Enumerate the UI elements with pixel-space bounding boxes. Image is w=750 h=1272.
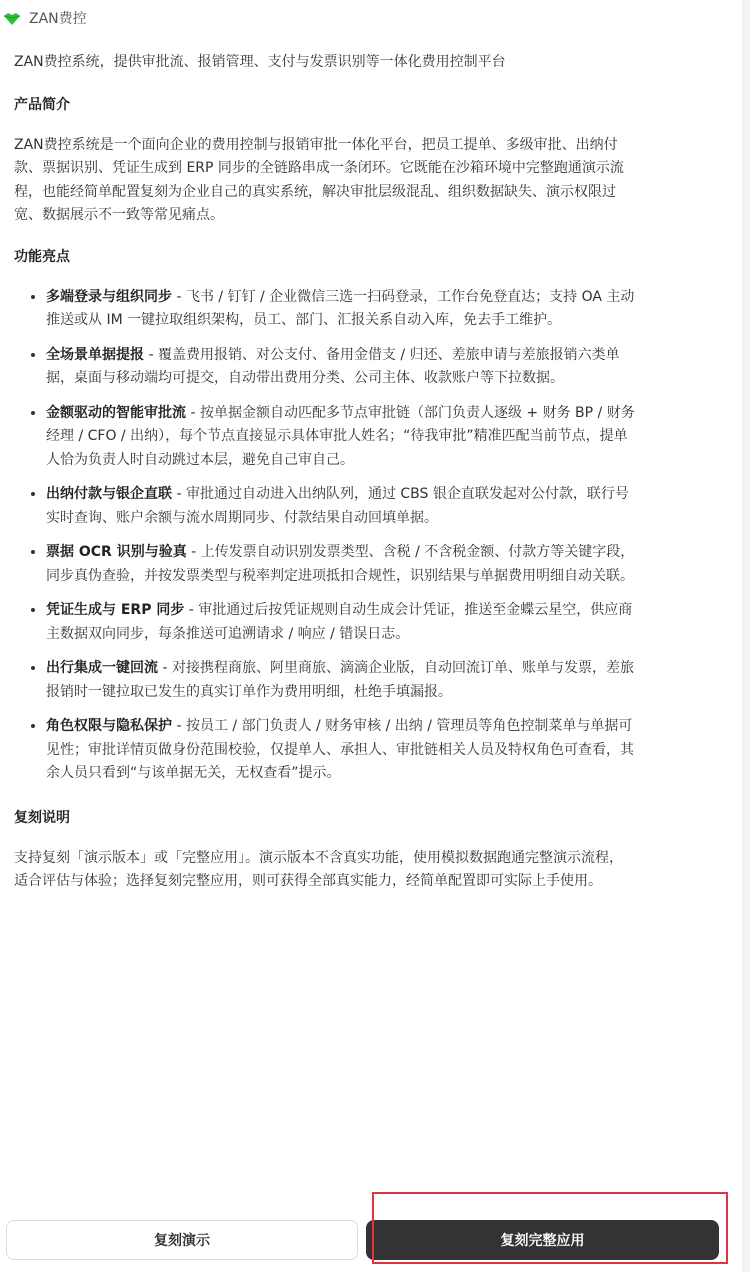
feature-item <box>46 344 636 391</box>
feature-item <box>46 402 636 473</box>
tagline: ZAN费控系统，提供审批流、报销管理、支付与发票识别等一体化费用控制平台 <box>14 54 506 70</box>
feature-title: 多端登录与组织同步 <box>46 288 172 305</box>
feature-item <box>46 286 636 333</box>
feature-title: 凭证生成与 ERP 同步 <box>46 602 185 618</box>
feature-desc: - 上传发票自动识别发票类型、含税 / 不含税金额、付款方等关键字段，同步真伪查验，并按发票类型与税率判定进项抵扣合规性，识别结果与单据费用明细自动关联。 <box>46 544 635 584</box>
feature-title: 全场景单据提报 <box>46 346 144 363</box>
replicate-text: 支持复刻「演示版本」或「完整应用」。演示版本不含真实功能，使用模拟数据跑通完整演示流程，适合评估与体验；选择复刻完整应用，则可获得全部真实能力，经简单配置即可实际上手使用。 <box>14 849 623 889</box>
heart-shield-logo-icon <box>3 11 21 25</box>
scrollbar[interactable] <box>742 0 750 1272</box>
app-name: ZAN费控 <box>29 11 87 27</box>
feature-title: 票据 OCR 识别与验真 <box>46 544 187 560</box>
copy-demo-button[interactable]: 复刻演示 <box>6 1220 358 1260</box>
feature-title: 出纳付款与银企直联 <box>46 486 172 502</box>
copy-full-app-button[interactable]: 复刻完整应用 <box>366 1220 719 1260</box>
feature-title: 出行集成一键回流 <box>46 660 158 676</box>
feature-item <box>46 599 636 646</box>
feature-desc: - 飞书 / 钉钉 / 企业微信三选一扫码登录，工作台免登直达；支持 OA 主动推送或从 IM 一键拉取组织架构，员工、部门、汇报关系自动入库，免去手工维护。 <box>46 288 635 328</box>
feature-desc: - 按单据金额自动匹配多节点审批链（部门负责人逐级 + 财务 BP / 财务经理 / CFO / 出纳），每个节点直接显示具体审批人姓名；“待我审批”精准匹配当前节点，提单人恰为负责人时自动跳过本层，避免自己审自己。 <box>46 404 635 468</box>
feature-desc: - 对接携程商旅、阿里商旅、滴滴企业版，自动回流订单、账单与发票，差旅报销时一键拉取已发生的真实订单作为费用明细，杜绝手填漏报。 <box>46 660 634 700</box>
feature-item <box>46 541 636 588</box>
feature-desc: - 审批通过自动进入出纳队列，通过 CBS 银企直联发起对公付款，联行号实时查询、账户余额与流水周期同步、付款结果自动回填单据。 <box>46 486 629 526</box>
app-header <box>0 0 87 36</box>
feature-desc: - 覆盖费用报销、对公支付、备用金借支 / 归还、差旅申请与差旅报销六类单据，桌面与移动端均可提交，自动带出费用分类、公司主体、收款账户等下拉数据。 <box>46 346 620 386</box>
feature-desc: - 按员工 / 部门负责人 / 财务审核 / 出纳 / 管理员等角色控制菜单与单据可见性；审批详情页做身份范围校验，仅提单人、承担人、审批链相关人员及特权角色可查看，其余人员只看到“与该单据无关，无权查看”提示。 <box>46 718 634 781</box>
feature-title: 金额驱动的智能审批流 <box>46 404 186 421</box>
action-footer <box>0 1210 742 1272</box>
intro-heading: 产品简介 <box>14 96 70 113</box>
feature-desc: - 审批通过后按凭证规则自动生成会计凭证，推送至金蝶云星空，供应商主数据双向同步，每条推送可追溯请求 / 响应 / 错误日志。 <box>46 602 633 642</box>
feature-title: 角色权限与隐私保护 <box>46 718 172 734</box>
feature-item <box>46 715 636 786</box>
replicate-heading: 复刻说明 <box>14 809 70 826</box>
features-heading: 功能亮点 <box>14 248 70 265</box>
intro-text: ZAN费控系统是一个面向企业的费用控制与报销审批一体化平台，把员工提单、多级审批、出纳付款、票据识别、凭证生成到 ERP 同步的全链路串成一条闭环。它既能在沙箱环境中完整跑通演示流程，也能经简单配置复刻为企业自己的真实系统，解决审批层级混乱、组织数据缺失、演示权限过宽、数据展示不一致等常见痛点。 <box>14 136 624 223</box>
description-content <box>14 51 636 912</box>
feature-item <box>46 657 636 704</box>
feature-item <box>46 483 636 530</box>
features-list <box>14 286 636 786</box>
